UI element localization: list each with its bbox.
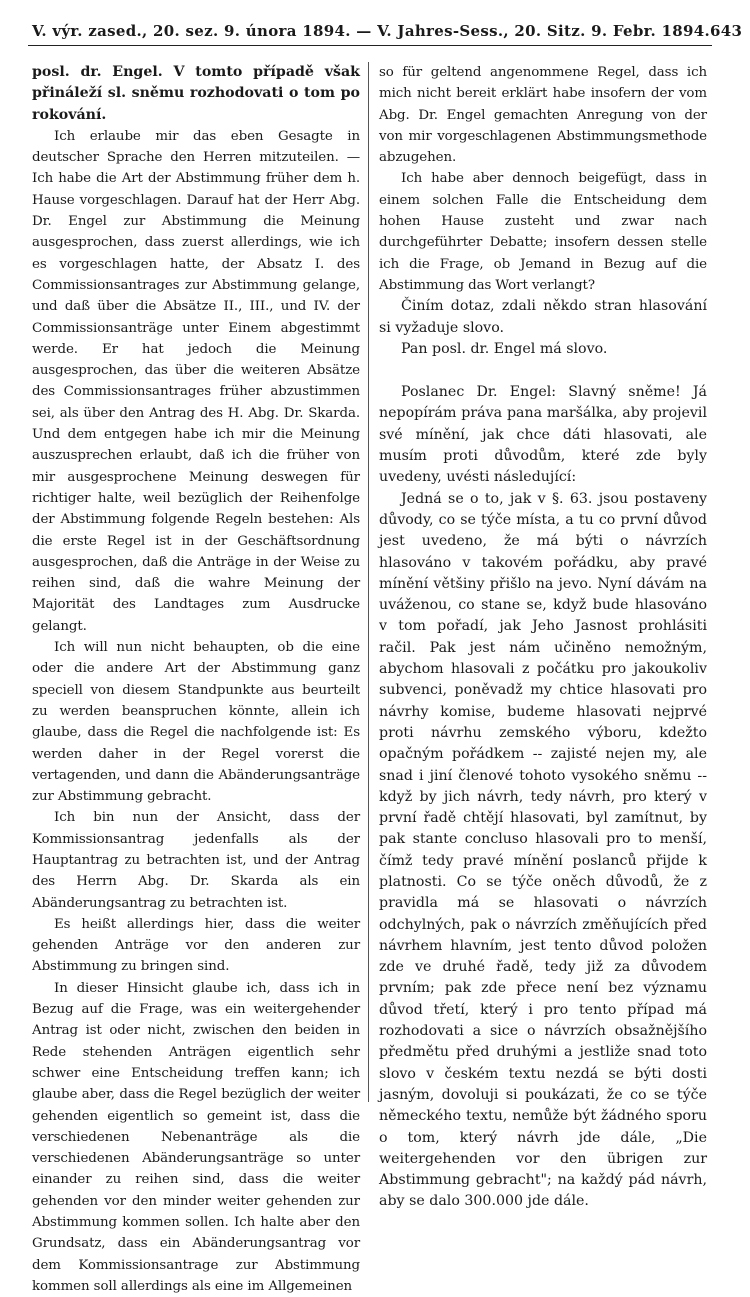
right-paragraph-6-speech: Jedná se o to, jak v §. 63. jsou postaveny důvody, co se týče místa, a tu co první důvod jest uvedeno, že má býti o návrzích hlasováno v takovém pořádku, aby pravé mínění většiny přišlo na jevo. Nyní dávám na uváženou, co stane se, když bude hlasováno v tom pořadí, jak Jeho Jasnost prohlásiti račil. Pak jest nám učiněno nemožným, abychom hlasovali z počátku pro jakoukoliv subvenci, poněvadž my chtice hlasovati pro návrhy komise, budeme hlasovati nejprvé proti návrhu zemského výboru, kdežto opačným pořádkem -- zajisté nejen my, ale snad i jiní členové tohoto vysokého sněmu -- když by jich návrh, tedy návrh, pro který v první řadě chtějí hlasovati, byl zamítnut, by pak stante concluso hlasovali pro to menší, čímž tedy pravé mínění poslanců přijde k platnosti. Co se týče oněch důvodů, že z pravidla má se hlasovati o návrzích odchylných, pak o návrzích změňujících před návrhem hlavním, jest tento důvod položen zde ve druhé řadě, tedy již za důvodem prvním; pak zde přece není bez významu důvod třetí, který i pro tento případ má rozhodovati a sice o návrzích obsažnějšího předmětu před druhými a jestliže snad toto slovo v českém textu nezdá se býti dosti jasným, dovoluji si poukázati, že co se týče německého textu, nemůže být žádného sporu o tom, který návrh jde dále, „Die weitergehenden vor den übrigen zur Abstimmung gebracht"; na každý pád návrh, aby se dalo 300.000 jde dále. — [379, 490, 707, 1210]
left-paragraph-3: Ich will nun nicht behaupten, ob die eine oder die andere Art der Abstimmung ganz speciell von diesem Standpunkte aus beurteilt zu werden beanspruchen könnte, allein ich glaube, dass die Regel die nachfolgende ist: Es werden daher in der Regel vorerst die vertagenden, und dann die Abänderungsanträge zur Abstimmung gebracht. — [32, 640, 360, 805]
left-paragraph-2: Ich erlaube mir das eben Gesagte in deutscher Sprache den Herren mitzuteilen. — Ich habe die Art der Abstimmung früher dem h. Hause vorgeschlagen. Darauf hat der Herr Abg. Dr. Engel zur Abstimmung die Meinung ausgesprochen, dass zuerst allerdings, wie ich es vorgeschlagen hatte, der Absatz I. des Commissionsantrages zur Abstimmung gelange, und daß über die Absätze II., III., und IV. der Commissionsanträge unter Einem abgestimmt werde. Er hat jedoch die Meinung ausgesprochen, das über die weiteren Absätze des Commissionsantrages früher abzustimmen sei, als über den Antrag des H. Abg. Dr. Skarda. Und dem entgegen habe ich mir die Meinung auszusprechen erlaubt, daß ich die früher von mir ausgesprochene Meinung deswegen für richtiger halte, weil bezüglich der Reihenfolge der Abstimmung folgende Regeln bestehen: Als die erste Regel ist in der Geschäftsordnung ausgesprochen, daß die Anträge in der Weise zu reihen sind, daß die wahre Meinung der Majorität des Landtages zum Ausdrucke gelangt. — [32, 128, 360, 634]
left-paragraph-6: In dieser Hinsicht glaube ich, dass ich in Bezug auf die Frage, was ein weitergehender Antrag ist oder nicht, zwischen den beiden in Rede stehenden Anträgen eigentlich sehr schwer eine Entscheidung treffen kann; ich glaube aber, dass die Regel bezüglich der weiter gehenden eigentlich so gemeint ist, dass die verschiedenen Nebenanträge als die verschiedenen Abänderungsanträge so unter einander zu reihen sind, dass die weiter gehenden vor den minder weiter gehenden zur Abstimmung kommen sollen. Ich halte aber den Grundsatz, dass ein Abänderungsantrag vor dem Kommissionsantrage zur Abstimmung kommen soll allerdings als eine im Allgemeinen — [32, 980, 360, 1294]
page-header — [28, 22, 743, 46]
right-paragraph-4: Pan posl. dr. Engel má slovo. — [401, 340, 608, 357]
right-paragraph-2: Ich habe aber dennoch beigefügt, dass in einem solchen Falle die Entscheidung dem hohen Hause zusteht und zwar nach durchgeführter Debatte; insofern dessen stelle ich die Frage, ob Jemand in Bezug auf die Abstimmung das Wort verlangt? — [379, 171, 707, 293]
header-session-title: V. výr. zased., 20. sez. 9. února 1894. — V. Jahres-Sess., 20. Sitz. 9. Febr. 1894. — [32, 22, 711, 40]
left-paragraph-1: posl. dr. Engel. V tomto případě však přináleží sl. sněmu rozhodovati o tom po rokování. — [32, 64, 360, 123]
left-column — [28, 62, 368, 1294]
document-page — [28, 22, 743, 1294]
page-number: 643 — [710, 22, 743, 40]
left-paragraph-4: Ich bin nun der Ansicht, dass der Kommissionsantrag jedenfalls als der Hauptantrag zu betrachten ist, und der Antrag des Herrn Abg. Dr. Skarda als ein Abänderungsantrag zu betrachten ist. — [32, 810, 360, 911]
right-paragraph-3: Činím dotaz, zdali někdo stran hlasování si vyžaduje slovo. — [379, 298, 707, 336]
right-paragraph-5-speech: Poslanec Dr. Engel: Slavný sněme! Já nepopírám práva pana maršálka, aby projevil své mínění, jak chce dáti hlasovati, ale musím proti důvodům, které zde byly uvedeny, uvésti následující: — [379, 384, 707, 486]
left-paragraph-5: Es heißt allerdings hier, dass die weiter gehenden Anträge vor den anderen zur Abstimmung zu bringen sind. — [32, 916, 360, 975]
two-column-body — [28, 62, 712, 1294]
right-paragraph-1: so für geltend angenommene Regel, dass ich mich nicht bereit erklärt habe insofern der vom Abg. Dr. Engel gemachten Anregung von der von mir vorgeschlagenen Abstimmungsmethode abzugehen. — [379, 65, 707, 166]
right-column — [369, 62, 709, 1210]
